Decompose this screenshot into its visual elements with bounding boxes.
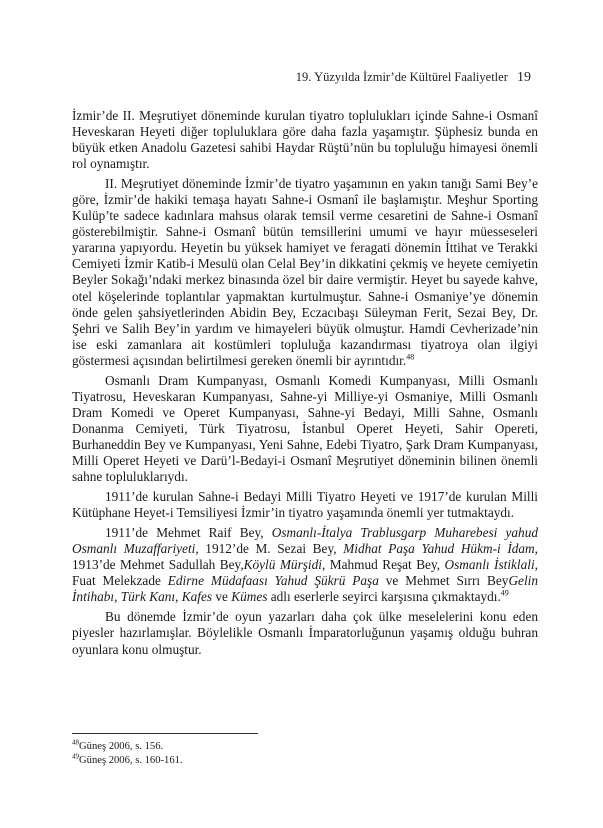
footnote-49: [72, 751, 538, 768]
work-title: Midhat Paşa Yahud Hükm-i İdam: [343, 541, 535, 557]
paragraph-5-text: , 1913’de Mehmet Sadullah Bey,: [72, 541, 538, 573]
footnote-number: 49: [72, 751, 79, 760]
paragraph-5-text: adlı eserlerle seyirci karşısına çıkmaktaydı.: [267, 589, 501, 605]
work-title: Türk Kanı: [120, 589, 176, 605]
paragraph-5-text: ,: [114, 589, 121, 605]
page-number: 19: [517, 70, 531, 85]
paragraph-5-text: , 1912’de M. Sezai Bey,: [195, 541, 344, 557]
footnote-ref-48[interactable]: 48: [406, 352, 415, 362]
footnote-number: 48: [72, 738, 79, 747]
work-title: Osmanlı İstiklali: [444, 557, 535, 573]
work-title: Gelin İntihabı: [72, 573, 538, 605]
paragraph-5: [72, 525, 538, 605]
footnote-divider: [72, 733, 258, 734]
work-title: Edirne Müdafaası Yahud Şükrü Paşa: [167, 573, 379, 589]
paragraph-5-text: ve Mehmet Sırrı Bey: [378, 573, 509, 589]
footnote-48: [72, 740, 538, 754]
paragraph-4: [72, 489, 538, 521]
paragraph-3-text: Osmanlı Dram Kumpanyası, Osmanlı Komedi Kumpanyası, Milli Osmanlı Tiyatrosu, Heveskaran Kumpanyası, Sahne-yi Milliye-yi Osmaniye, Milli Osmanlı Dram Komedi ve Operet Kumpanyası, Sahne-yi Bedayi, Milli Sahne, Osmanlı Donanma Cemiyeti, Türk Tiyatrosu, İstanbul Operet Heyeti, Sahir Opereti, Burhaneddin Bey ve Kumpanyası, Yeni Sahne, Edebi Tiyatro, Şark Dram Kumpanyası, Milli Operet Heyeti ve Darü’l-Bedayi-i Osmanî Meşrutiyet döneminin bilinen önemli sahne topluluklarıydı.: [72, 372, 538, 485]
work-title: Osmanlı-İtalya Trablusgarp Muharebesi yahud Osmanlı Muzaffariyeti: [72, 525, 538, 557]
paragraph-6-text: Bu dönemde İzmir’de oyun yazarları daha çok ülke meselelerini konu eden piyesler hazırlamışlar. Böylelikle Osmanlı İmparatorluğunun yaşamış olduğu buhran oyunlara konu olmuştur.: [72, 609, 538, 657]
work-title: Köylü Mürşidi: [243, 557, 322, 573]
body-text: [72, 108, 538, 662]
paragraph-1: [72, 108, 538, 172]
paragraph-2: [72, 176, 538, 369]
running-header: [296, 70, 531, 86]
paragraph-5-text: ve: [212, 589, 232, 605]
paragraph-2-text: II. Meşrutiyet döneminde İzmir’de tiyatro yaşamının en yakın tanığı Sami Bey’e göre, İzmir’de hakiki temaşa hayatı Sahne-i Osmanî ile başlamıştır. Meşhur Sporting Kulüp’te sadece kadınlara mahsus olarak temsil verme cesaretini de Sahne-i Osmanî gösterebilmiştir. Sahne-i Osmanî bütün temsillerini umumi ve hayır müesseseleri yararına yapıyordu. Heyetin bu yüksek hamiyet ve feragati dönemin İttihat ve Terakki Cemiyeti İzmir Katib-i Mesulü olan Celal Bey’in dikkatini çekmiş ve heyete cemiyetin Beyler Sokağı’ndaki merkez binasında özel bir daire vermiştir. Heyet bu sayede kahve, otel köşelerinde toplantılar yapmaktan kurtulmuştur. Sahne-i Osmaniye’ye dönemin önde gelen şahsiyetlerinden Abidin Bey, Eczacıbaşı Süleyman Ferit, Sezai Bey, Dr. Şehri ve Salih Bey’in yardım ve himayeleri büyük olmuştur. Hamdi Cevherizade’nin ise eski zamanlara ait kostümleri topluluğa kazandırması tiyatroya olan ilgiyi göstermesi açısından belirtilmesi gereken önemli bir ayrıntıdır.: [72, 176, 538, 368]
footnote-text: Güneş 2006, s. 156.: [79, 741, 164, 752]
running-header-title: 19. Yüzyılda İzmir’de Kültürel Faaliyetler: [295, 70, 508, 84]
paragraph-5-text: ,: [175, 589, 182, 605]
footnote-ref-49[interactable]: 49: [500, 588, 509, 598]
work-title: Kafes: [181, 589, 213, 605]
footnote-text: Güneş 2006, s. 160-161.: [79, 754, 183, 766]
paragraph-5-text: 1911’de Mehmet Raif Bey,: [105, 525, 272, 541]
paragraph-1-text: İzmir’de II. Meşrutiyet döneminde kurulan tiyatro toplulukları içinde Sahne-i Osmanî Heveskaran Heyeti diğer topluluklara göre daha fazla yaşamıştır. Şüphesiz bunda en büyük etken Anadolu Gazetesi sahibi Haydar Rüştü’nün bu topluluğu himayesi önemli rol oynamıştır.: [72, 108, 538, 172]
paragraph-5-text: , Fuat Melekzade: [72, 557, 538, 589]
paragraph-3: [72, 373, 538, 485]
paragraph-6: [72, 609, 538, 657]
work-title: Kümes: [231, 589, 268, 605]
paragraph-5-text: , Mahmud Reşat Bey,: [321, 557, 445, 573]
paragraph-4-text: 1911’de kurulan Sahne-i Bedayi Milli Tiyatro Heyeti ve 1917’de kurulan Milli Kütüphane Heyet-i Temsiliyesi İzmir’in tiyatro yaşamında önemli yer tutmaktaydı.: [72, 489, 538, 521]
footnotes: [72, 740, 538, 767]
